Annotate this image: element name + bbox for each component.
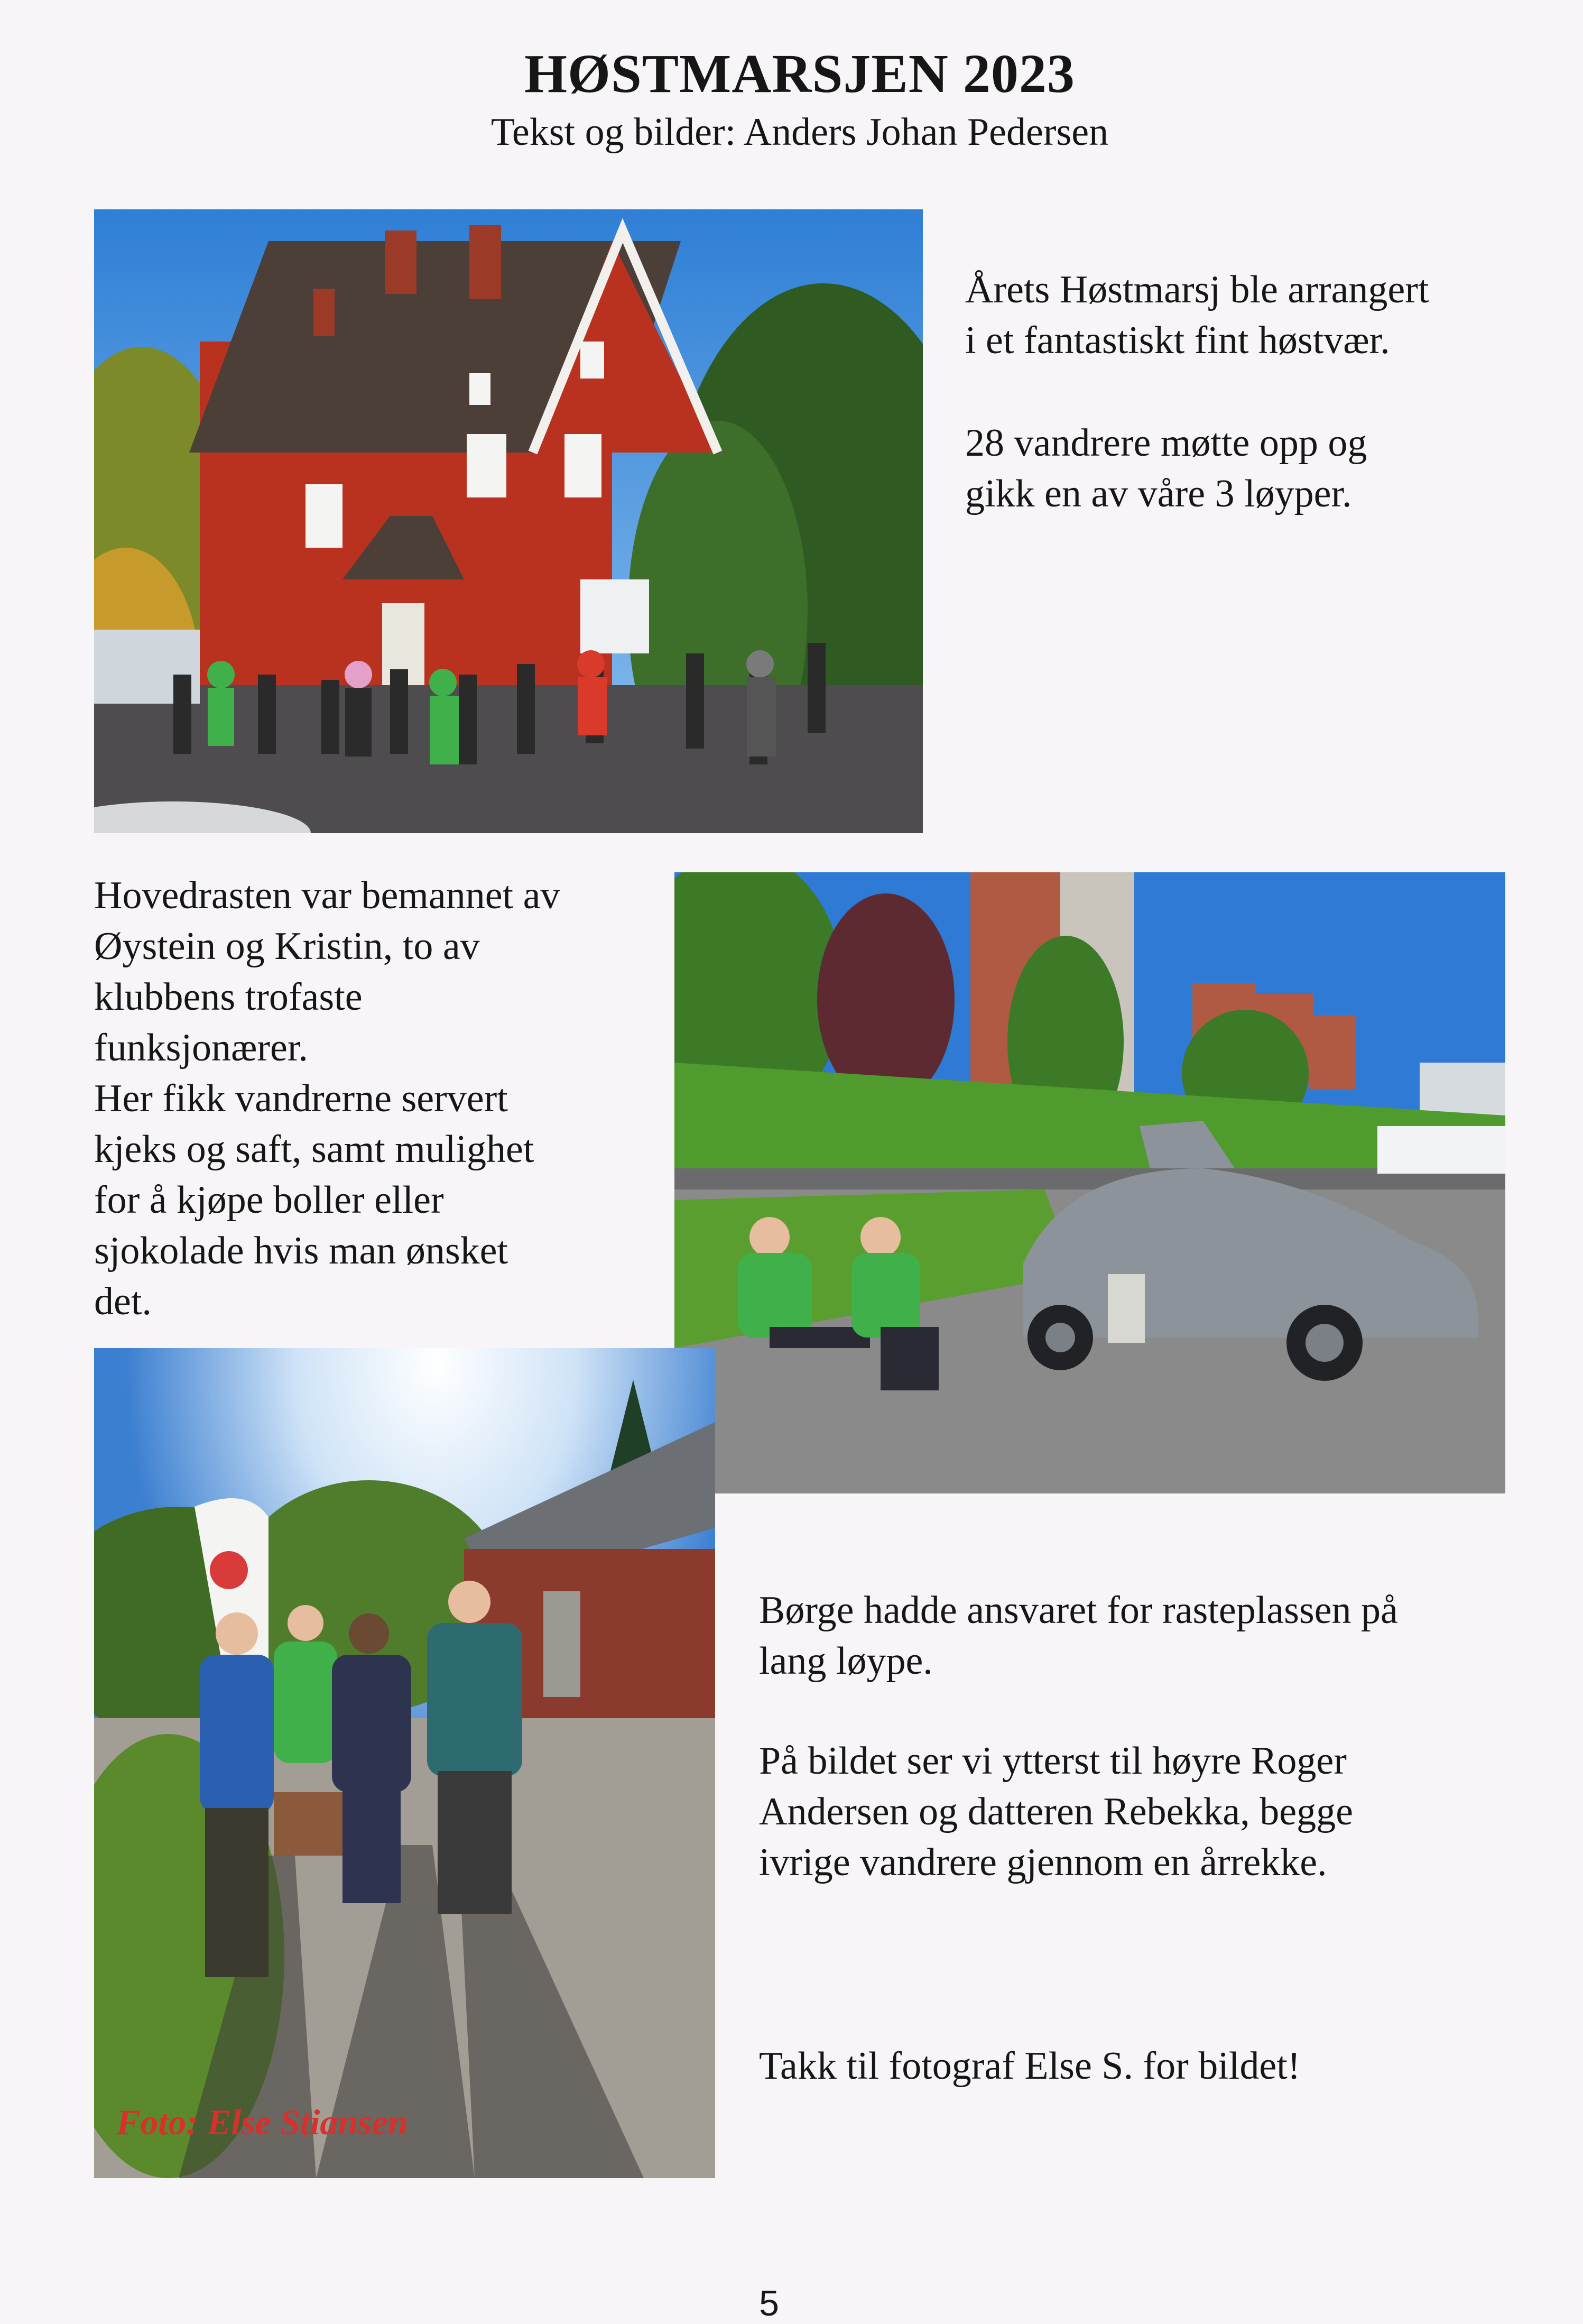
photo-credit: Foto: Else Stiansen <box>116 2102 408 2142</box>
intro-paragraph-1: Årets Høstmarsj ble arrangert i et fantastiskt fint høstvær. <box>965 268 1429 362</box>
photo-caption-paragraph: På bildet ser vi ytterst til høyre Roger Andersen og datteren Rebekka, begge ivrige vandrere gjennom en årrekke. <box>759 1739 1353 1884</box>
borge-paragraph: Børge hadde ansvaret for rasteplassen på lang løype. <box>759 1589 1398 1683</box>
thanks-paragraph: Takk til fotograf Else S. for bildet! <box>759 2044 1301 2088</box>
photo-rest-stop-car <box>674 872 1505 1493</box>
byline: Tekst og bilder: Anders Johan Pedersen <box>490 110 1109 154</box>
photo-long-route-rest-stop <box>94 1348 715 2178</box>
page-number: 5 <box>759 2283 779 2323</box>
page-title: HØSTMARSJEN 2023 <box>524 43 1075 104</box>
intro-paragraph-2: 28 vandrere møtte opp og gikk en av våre 3 løyper. <box>965 421 1367 515</box>
photo-red-house-hikers <box>94 209 923 833</box>
rest-stop-paragraph: Hovedrasten var bemannet av Øystein og Kristin, to av klubbens trofaste funksjonærer. Her fikk vandrerne servert kjeks og saft, samt mulighet for å kjøpe boller eller sjokolade hvis man ønsket det. <box>94 874 560 1323</box>
